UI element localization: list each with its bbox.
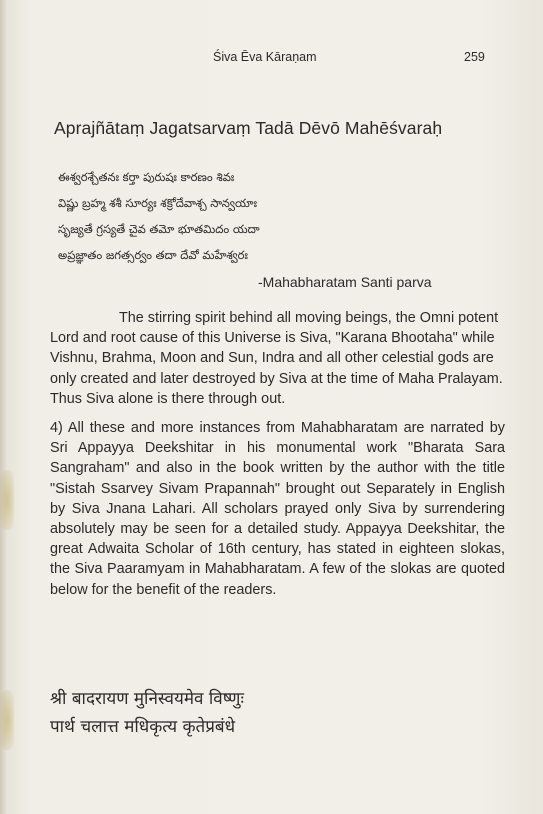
- telugu-verse-line: ఈశ్వరశ్చేతనః కర్తా పురుషః కారణం శివః: [58, 170, 235, 184]
- verse-attribution: -Mahabharatam Santi parva: [258, 274, 432, 290]
- body-paragraph: The stirring spirit behind all moving beings, the Omni potent Lord and root cause of this Universe is Siva, "Karana Bhootaha" while Vishnu, Brahma, Moon and Sun, Indra and all other celestial gods are only created and later destroyed by Siva at the time of Maha Pralayam. Thus Siva alone is there through out.: [50, 310, 503, 407]
- body-paragraph: 4) All these and more instances from Mahabharatam are narrated by Sri Appayya Deekshitar in his monumental work "Bharata Sara Sangraham" and also in the book written by the author with the title "Sistah Ssarvey Sivam Prapannah" brought out Separately in English by Siva Jnana Lahari. All scholars prayed only Siva by surrendering absolutely may be seen for a detailed study. Appayya Deekshitar, the great Adwaita Scholar of 16th century, has stated in eighteen slokas, the Siva Paaramyam in Mahabharatam. A few of the slokas are quoted below for the benefit of the readers.: [50, 420, 505, 598]
- sanskrit-sloka-line: पार्थ चलात्त मधिकृत्य कृतेप्रबंधे: [50, 717, 236, 737]
- sanskrit-sloka-line: श्री बादरायण मुनिस्वयमेव विष्णुः: [50, 689, 244, 709]
- page-number: 259: [464, 50, 485, 64]
- page-header: [0, 50, 543, 70]
- telugu-verse-line: అప్రజ్ఞాతం జగత్సర్వం తదా దేవో మహేశ్వరః: [58, 248, 248, 262]
- running-head: Śiva Ēva Kāraṇam: [213, 50, 317, 64]
- paper-stain: [0, 690, 14, 750]
- telugu-verse-line: సృజ్యతే గ్రస్యతే చైవ తమో భూతమిదం యదా: [58, 222, 260, 236]
- section-title: Aprajñātaṃ Jagatsarvaṃ Tadā Dēvō Mahēśvaraḥ: [54, 118, 443, 138]
- telugu-verse-line: విష్ణు బ్రహ్మ శశీ సూర్యః శక్రోదేవాశ్చ సాన్వయాః: [58, 196, 258, 210]
- paper-stain: [0, 470, 14, 530]
